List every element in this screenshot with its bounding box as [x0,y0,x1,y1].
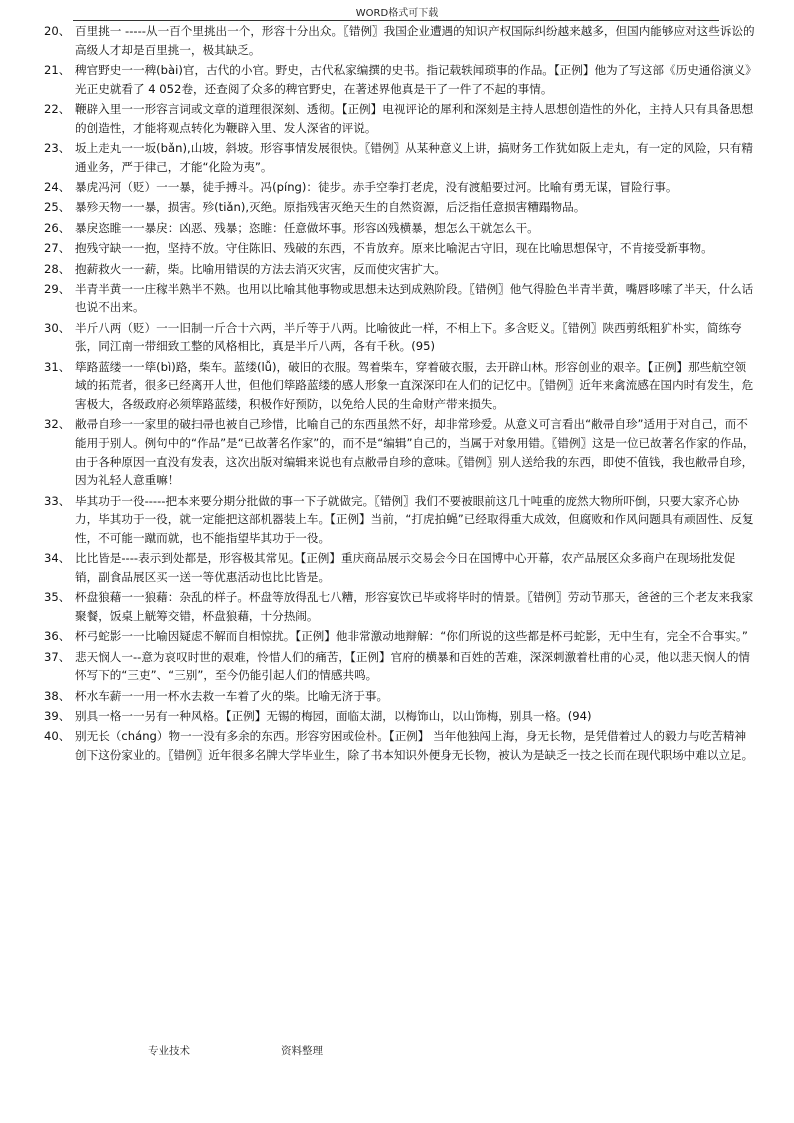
item-text: 毕其功于一役-----把本来要分期分批做的事一下子就做完。〖错例〗我们不要被眼前这几十吨重的庞然大物所吓倒，只要大家齐心协力，毕其功于一役，就一定能把这部机器装上车。【正例】当前，“打虎拍蝇”已经取得重大成效，但腐败和作风问题具有顽固性、反复性，不可能一蹴而就，也不能指望毕其功于一役。 [75,493,754,545]
item-text: 暴殄天物一一暴，损害。殄(tiǎn),灭绝。原指残害灭绝天生的自然资源，后泛指任意损害糟蹋物品。 [75,200,586,215]
list-item [44,198,756,217]
item-number: 33、 [44,493,71,508]
item-number: 31、 [44,359,71,374]
list-item [44,239,756,258]
item-number: 27、 [44,241,71,256]
item-number: 35、 [44,590,71,605]
item-number: 25、 [44,200,71,215]
item-number: 28、 [44,261,71,276]
list-item [44,415,756,489]
list-item [44,100,756,137]
footer-left-text: 专业技术 [148,1045,190,1057]
item-text: 稗官野史一一稗(bài)官，古代的小官。野史，古代私家编撰的史书。指记载轶闻琐事的作品。【正例】他为了写这部《历史通俗演义》光正史就看了 4 052卷，还查阅了众多的稗官野史，在著述界他真是干了一件了不起的事情。 [75,62,751,96]
item-number: 32、 [44,417,71,432]
item-text: 半青半黄一一庄稼半熟半不熟。也用以比喻其他事物或思想未达到成熟阶段。〖错例〗他气得脸色半青半黄，嘴唇哆嗦了半天，什么话也说不出来。 [75,281,754,315]
list-item [44,178,756,197]
header-divider [73,20,719,21]
item-number: 29、 [44,281,71,296]
item-text: 悲天悯人一--意为哀叹时世的艰难，怜惜人们的痛苦，【正例】官府的横暴和百姓的苦难，深深刺激着杜甫的心灵，他以悲天悯人的情怀写下的“三吏”、“三别”，至今仍能引起人们的情感共鸣。 [75,649,751,683]
item-text: 半斤八两（贬）一一旧制一斤合十六两，半斤等于八两。比喻彼此一样，不相上下。多含贬义。〖错例〗陕西剪纸粗犷朴实，简练夸张，同江南一带细致工整的风格相比，真是半斤八两，各有千秋。(95) [75,320,742,354]
item-number: 38、 [44,688,71,703]
item-text: 敝帚自珍一一家里的破扫帚也被自己珍惜，比喻自己的东西虽然不好，却非常珍爱。从意义可言看出“敝帚自珍”适用于对自己，而不能用于别人。例句中的“作品”是“已故著名作家”的，而不是“编辑”自己的，当属于对象用错。〖错例〗这是一位已故著名作家的作品，由于各种原因一直没有发表，这次出版对编辑来说也有点敝帚自珍的意味。〖错例〗别人送给我的东西，即使不值钱，我也敝帚自珍，因为礼轻人意重嘛！ [75,417,755,488]
item-text: 抱薪救火一一薪，柴。比喻用错误的方法去消灭灾害，反而使灾害扩大。 [75,261,447,276]
list-item [44,627,756,646]
list-item [44,549,756,586]
idiom-list [44,22,756,766]
item-text: 鞭辟入里一一形容言词或文章的道理很深刻、透彻。【正例】电视评论的犀利和深刻是主持人思想创造性的外化，主持人只有具备思想的创造性，才能将观点转化为鞭辟入里、发人深省的评说。 [75,101,754,135]
item-text: 杯盘狼藉一一狼藉：杂乱的样子。杯盘等放得乱七八糟，形容宴饮已毕或将毕时的情景。〖错例〗劳动节那天，爸爸的三个老友来我家聚餐，饭桌上觥筹交错，杯盘狼藉，十分热闹。 [75,590,754,623]
item-number: 39、 [44,708,71,723]
list-item [44,260,756,279]
item-text: 暴虎冯河（贬）一一暴，徒手搏斗。冯(píng)：徒步。赤手空拳打老虎，没有渡船要过河。比喻有勇无谋，冒险行事。 [75,179,678,194]
item-text: 别无长（cháng）物一一没有多余的东西。形容穷困或俭朴。【正例】 当年他独闯上海，身无长物，是凭借着过人的毅力与吃苦精神创下这份家业的。〖错例〗近年很多名牌大学毕业生，除了书本知识外便身无长物，被认为是缺乏一技之长而在现代职场中难以立足。 [75,729,754,762]
list-item [44,22,756,59]
item-text: 筚路蓝缕一一筚(bì)路，柴车。蓝缕(lǚ)，破旧的衣服。驾着柴车，穿着破衣服，去开辟山林。形容创业的艰辛。【正例】那些航空领域的拓荒者，很多已经离开人世，但他们筚路蓝缕的感人形象一直深深印在人们的记忆中。〖错例〗近年来禽流感在国内时有发生，危害极大，各级政府必须筚路蓝缕，积极作好预防，以免给人民的生命财产带来损失。 [75,359,754,412]
list-item [44,280,756,317]
list-item [44,727,756,764]
list-item [44,358,756,414]
item-text: 暴戾恣睢一一暴戾：凶恶、残暴；恣睢：任意做坏事。形容凶残横暴，想怎么干就怎么干。 [75,220,539,235]
list-item [44,492,756,548]
list-item [44,588,756,625]
item-text: 坂上走丸一一坂(bǎn),山坡，斜坡。形容事情发展很快。〖错例〗从某种意义上讲，搞财务工作犹如阪上走丸，有一定的风险，只有精通业务，严于律己，才能“化险为夷”。 [75,140,753,174]
footer-right-text: 资料整理 [281,1045,323,1057]
list-item [44,707,756,726]
list-item [44,648,756,685]
item-text: 比比皆是----表示到处都是，形容极其常见。【正例】重庆商品展示交易会今日在国博中心开幕，农产品展区众多商户在现场批发促销，副食品展区买一送一等优惠活动也比比皆是。 [75,551,736,584]
item-text: 别具一格一一另有一种风格。【正例】无锡的梅园，面临太湖，以梅饰山，以山饰梅，别具一格。(94) [75,708,592,723]
list-item [44,139,756,176]
item-number: 23、 [44,140,71,155]
item-text: 百里挑一 -----从一百个里挑出一个，形容十分出众。〖错例〗我国企业遭遇的知识产权国际纠纷越来越多，但国内能够应对这些诉讼的高级人才却是百里挑一，极其缺乏。 [75,24,755,57]
item-text: 杯水车薪一一用一杯水去救一车着了火的柴。比喻无济于事。 [75,688,389,703]
item-number: 22、 [44,101,71,116]
item-number: 36、 [44,629,71,644]
item-number: 26、 [44,220,71,235]
item-number: 20、 [44,24,71,38]
item-number: 34、 [44,551,71,566]
item-number: 24、 [44,179,71,194]
list-item [44,219,756,238]
item-number: 40、 [44,729,71,744]
list-item [44,687,756,706]
item-number: 21、 [44,62,71,77]
list-item [44,61,756,98]
item-number: 37、 [44,649,71,664]
item-number: 30、 [44,320,71,335]
item-text: 杯弓蛇影一一比喻因疑虑不解而自相惊扰。【正例】他非常激动地辩解：“你们所说的这些都是杯弓蛇影，无中生有，完全不合事实。” [75,629,748,644]
page-header: WORD格式可下载 [355,8,439,19]
list-item [44,319,756,356]
item-text: 抱残守缺一一抱，坚持不放。守住陈旧、残破的东西，不肯放弃。原来比喻泥古守旧，现在比喻思想保守，不肯接受新事物。 [75,241,713,256]
